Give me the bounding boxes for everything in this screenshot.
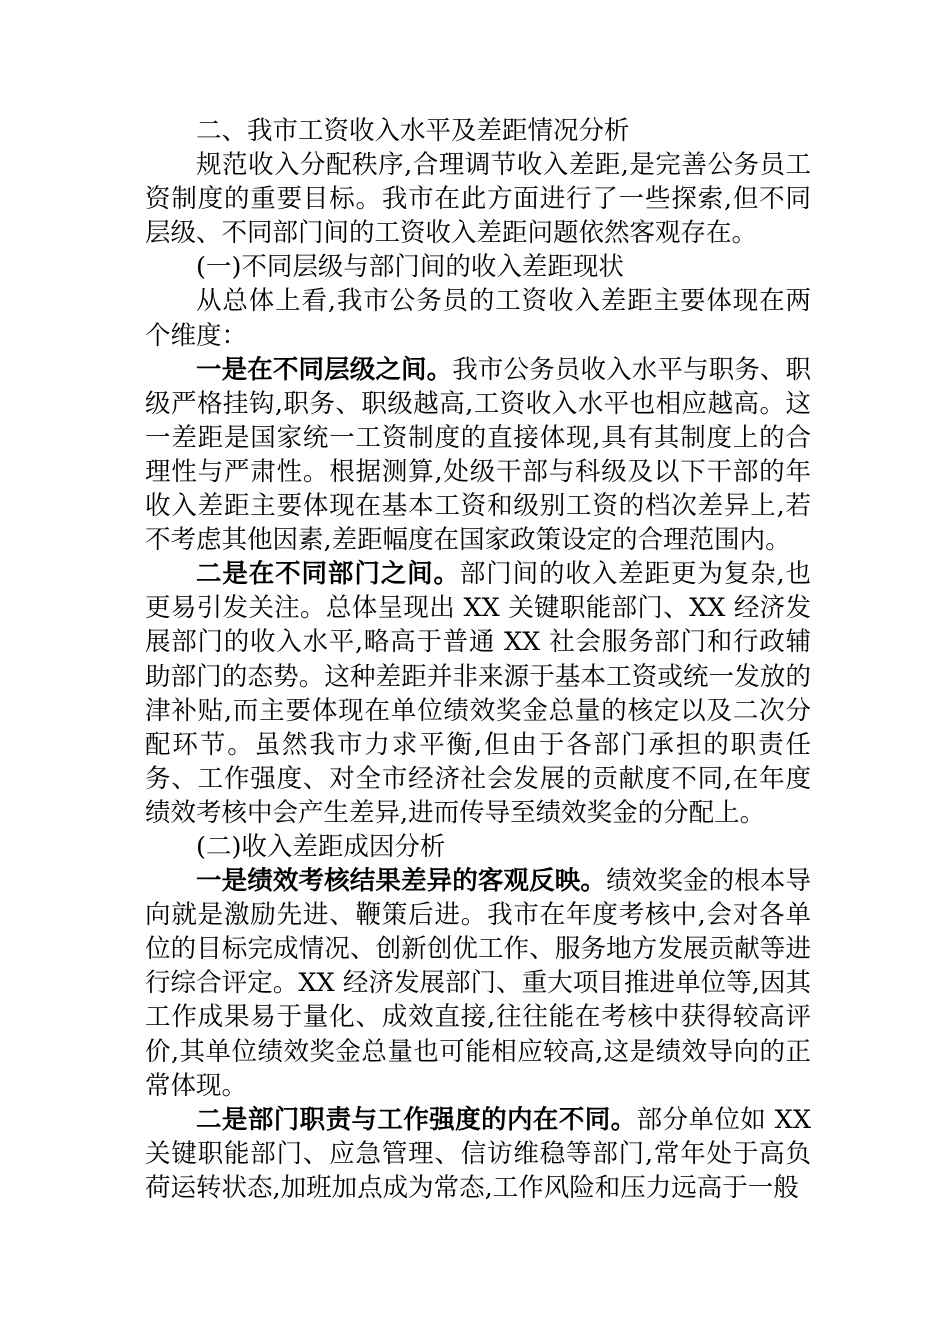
cause-2-paragraph <box>145 1103 811 1205</box>
point-1-lead: 一是在不同层级之间。 <box>196 354 453 385</box>
subsection-2-title: (二)收入差距成因分析 <box>196 831 446 862</box>
cause-1-paragraph <box>145 864 811 1103</box>
document-page <box>145 114 811 1205</box>
cause-1-text: 绩效奖金的根本导向就是激励先进、鞭策后进。我市在年度考核中,会对各单位的目标完成情况、创新创优工作、服务地方发展贡献等进行综合评定。XX 经济发展部门、重大项目推进单位等,因其工作成果易于量化、成效直接,往往能在考核中获得较高评价,其单位绩效奖金总量也可能相应较高,这是绩效导向的正常体现。 <box>145 866 811 1101</box>
point-2-lead: 二是在不同部门之间。 <box>196 559 460 590</box>
point-2-text: 部门间的收入差距更为复杂,也更易引发关注。总体呈现出 XX 关键职能部门、XX 经济发展部门的收入水平,略高于普通 XX 社会服务部门和行政辅助部门的态势。这种差距并非来源于基本工资或统一发放的津补贴,而主要体现在单位绩效奖金总量的核定以及二次分配环节。虽然我市力求平衡,但由于各部门承担的职责任务、工作强度、对全市经济社会发展的贡献度不同,在年度绩效考核中会产生差异,进而传导至绩效奖金的分配上。 <box>145 559 811 828</box>
point-1-paragraph <box>145 353 811 558</box>
intro-paragraph: 规范收入分配秩序,合理调节收入差距,是完善公务员工资制度的重要目标。我市在此方面进行了一些探索,但不同层级、不同部门间的工资收入差距问题依然客观存在。 <box>145 150 811 249</box>
subsection-1-title: (一)不同层级与部门间的收入差距现状 <box>196 252 624 283</box>
cause-2-lead: 二是部门职责与工作强度的内在不同。 <box>196 1104 637 1135</box>
point-1-text: 我市公务员收入水平与职务、职级严格挂钩,职务、职级越高,工资收入水平也相应越高。这一差距是国家统一工资制度的直接体现,具有其制度上的合理性与严肃性。根据测算,处级干部与科级及以下干部的年收入差距主要体现在基本工资和级别工资的档次差异上,若不考虑其他因素,差距幅度在国家政策设定的合理范围内。 <box>145 354 811 556</box>
cause-1-lead: 一是绩效考核结果差异的客观反映。 <box>196 866 607 897</box>
section-title: 二、我市工资收入水平及差距情况分析 <box>196 116 630 146</box>
point-2-paragraph <box>145 557 811 830</box>
subsection-1-intro: 从总体上看,我市公务员的工资收入差距主要体现在两个维度： <box>145 286 811 351</box>
cause-2-text: 部分单位如 XX 关键职能部门、应急管理、信访维稳等部门,常年处于高负荷运转状态,加班加点成为常态,工作风险和压力远高于一般 <box>145 1104 811 1203</box>
